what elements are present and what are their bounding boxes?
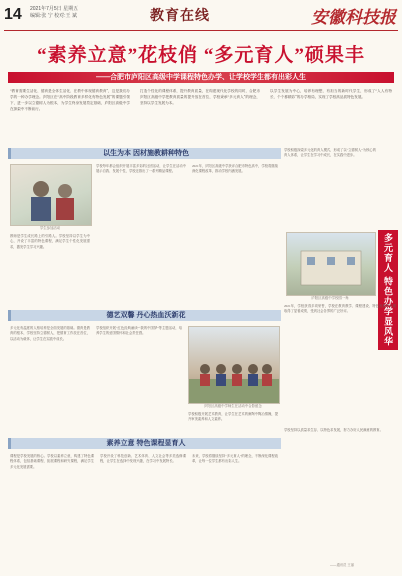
editor-line: 编辑:张 宁 校对:王 斌 bbox=[30, 13, 77, 19]
section-2-para-2: 学校组织开展“红色经典诵读”“我的中国梦”等主题活动，培养学生的爱国情怀和社会责任感。 bbox=[96, 326, 182, 336]
section-1-caption: 学生参加活动 bbox=[39, 226, 61, 230]
section-title: 教育在线 bbox=[150, 9, 210, 24]
section-1-para-1: 教师是学生成长路上的引路人。学校坚持以学生为中心，开设了丰富的特色课程，满足学生个性化发展需求，激发学生学习兴趣。 bbox=[10, 234, 90, 249]
section-2-para-3: 学校积极开展艺术教育，让学生在艺术的熏陶中陶冶情操，提升审美素养和人文素养。 bbox=[188, 412, 278, 422]
right-para-1: 学校积极探索多元化的育人模式，形成了以“立德树人”为核心的育人体系，让学生在学习中成长，在实践中进步。 bbox=[284, 148, 376, 158]
right-para-2: 2021年，学校获得多项荣誉，学校在教育教学、课程建设、特色发展等方面取得了显著成绩，受到社会各界的广泛好评。 bbox=[284, 304, 396, 314]
section-1-para-3: 2021年，庐阳区高级中学获评合肥市特色高中，学校将继续深化课程改革，推动学校内涵发展。 bbox=[192, 164, 278, 174]
section-1-photo bbox=[10, 164, 92, 226]
section-1-header bbox=[8, 148, 281, 159]
date-line bbox=[30, 6, 120, 20]
campus-building-icon bbox=[287, 233, 375, 295]
section-3-title: 素养立意 特色课程显育人 bbox=[106, 440, 186, 447]
section-2-para-1: 多元化有温度的人格培养是全面发展的基础。德育是教育的根本，学校坚持立德树人，把德育工作放在首位，以活动为载体，让学生在实践中成长。 bbox=[10, 326, 90, 341]
section-3-header bbox=[8, 438, 281, 449]
students-photo-icon bbox=[11, 165, 91, 225]
section-2-title: 德艺双馨 丹心热血沃新花 bbox=[106, 312, 186, 319]
right-para-3: 学校坚持以质量求生存、以特色求发展，努力办好人民满意的教育。 bbox=[284, 428, 383, 432]
header-divider bbox=[4, 30, 398, 31]
page-header bbox=[0, 0, 402, 34]
page-number: 14 bbox=[4, 6, 22, 23]
article-author: ——通讯员 王丽 bbox=[330, 563, 354, 567]
section-2-photo bbox=[188, 326, 280, 404]
section-3-para-1: 课程是学校发展的核心。学校以素养立意，构建了特色课程体系，包括基础课程、拓展课程和研究课程，满足学生多元化发展需要。 bbox=[10, 454, 94, 469]
intro-col-3: 以学生发展为中心，培养有理想、有担当的新时代学生，形成了“人人有特长、个个都精彩”的办学格局，实现了学校高品质特色发展。 bbox=[270, 89, 392, 99]
section-2-caption: 庐阳区高级中学师生在活动中合影留念 bbox=[204, 404, 262, 408]
section-3-para-3: 未来，学校将继续坚持“多元育人”的理念，不断深化课程改革，让每一位学生都有出彩人生。 bbox=[192, 454, 278, 464]
brand-logo: 安徽科技报 bbox=[311, 8, 396, 27]
section-3-para-2: 学校开设了科技创新、艺术体育、人文社会等多类选修课程，让学生在选择中发现兴趣，在学习中发展特长。 bbox=[100, 454, 186, 464]
headline: “素养立意”花枝俏 “多元育人”硕果丰 bbox=[37, 45, 365, 66]
group-photo-icon bbox=[189, 327, 279, 403]
section-1-para-2: 学校每年都会组织开展丰富多彩的社团活动，让学生在活动中展示自我、发展个性，学校还推出了一系列精品课程。 bbox=[96, 164, 186, 174]
intro-col-2: 打造个性化的课程体系，提升教育质量，在构建现代化学校的同时，合肥市庐阳区高级中学把教育质量的提升放在首位，学校秉承“多元育人”的理念，坚持以学生发展为本。 bbox=[140, 89, 260, 105]
section-1-title: 以生为本 因材施教耕种特色 bbox=[103, 150, 189, 157]
issue-date: 2021年7月5日 星期五 bbox=[30, 6, 79, 12]
right-photo bbox=[286, 232, 376, 296]
subtitle: ——合肥市庐阳区高级中学课程特色办学、让学校学生都有出彩人生 bbox=[96, 74, 306, 81]
intro-col-1: “教育需要生活化、德育是全体生活化、在教中体现德育教育”，这是我们办学的一种办学理念。庐阳区在“高中阶段教育多样化有特色发展”的课题引领下，进一步以立德树人为根本，为学生终身发展奠定基础，庐阳区高级中学在探索中不断前行。 bbox=[10, 89, 130, 111]
side-banner: 多元育人 特色办学显风华 bbox=[378, 230, 398, 350]
right-photo-caption: 庐阳区高级中学校园一角 bbox=[311, 296, 349, 300]
section-2-header bbox=[8, 310, 281, 321]
